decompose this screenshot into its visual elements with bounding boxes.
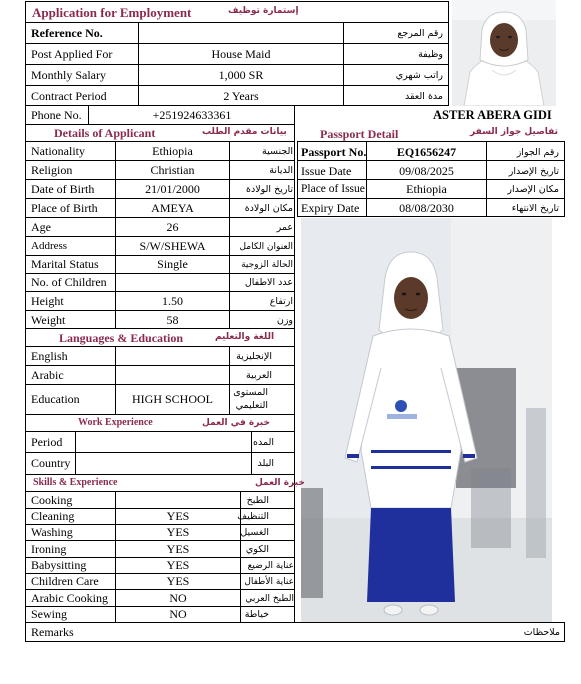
place-issue-value: Ethiopia [406,182,447,196]
skills-title-ar: خبرة العمل [255,478,305,488]
children-label: No. of Children [31,275,107,289]
issue-date-label: Issue Date [301,164,352,178]
details-title-en: Details of Applicant [54,126,156,140]
issue-date-value: 09/08/2025 [399,164,454,178]
languages-title-en: Languages & Education [59,331,184,345]
salary-label: Monthly Salary [31,68,106,82]
education-label-ar: المستوى التعليمي [233,387,268,411]
expiry-label: Expiry Date [301,201,360,215]
skill-cooking-label: Cooking [31,493,73,507]
skill-ironing-label-ar: الكوي [245,544,269,555]
weight-label: Weight [31,313,66,327]
education-label: Education [31,392,80,406]
skill-ironing-value: YES [166,542,190,556]
skill-babysitting-label-ar: عناية الرضيع [247,561,294,571]
age-label: Age [31,220,51,234]
dob-value: 21/01/2000 [145,182,200,196]
phone-label: Phone No. [31,108,82,122]
passport-title-en: Passport Detail [320,127,399,141]
work-title-ar: خبرة في العمل [202,418,270,428]
place-issue-label-ar: مكان الإصدار [507,184,559,195]
post-label-ar: وظيفة [418,49,443,60]
skill-childcare-label-ar: عناية الأطفال [244,577,294,587]
children-label-ar: عدد الاطفال [244,277,293,288]
address-label-ar: العنوان الكامل [239,242,293,252]
age-label-ar: عمر [276,222,293,233]
passport-no-label: Passport No. [301,145,367,159]
expiry-value: 08/08/2030 [399,201,454,215]
title-ar: إستمارة توظيف [228,6,299,16]
period-label: Period [31,435,63,449]
skill-arabic-cooking-value: NO [169,591,187,605]
nationality-value: Ethiopia [152,144,193,158]
remarks-label: Remarks [31,625,74,639]
expiry-label-ar: تاريخ الانتهاء [511,203,559,214]
skill-childcare-value: YES [166,574,190,588]
weight-label-ar: وزن [276,315,293,326]
marital-label-ar: الحالة الزوجية [241,260,293,270]
english-label-ar: الإنجليزية [236,351,272,362]
applicant-name: ASTER ABERA GIDI [433,108,552,122]
passport-title-ar: تفاصيل جواز السفر [470,127,559,137]
country-label-ar: البلد [257,458,274,469]
skills-title-en: Skills & Experience [33,477,118,488]
reference-label: Reference No. [31,26,103,40]
height-label-ar: ارتفاع [269,296,293,307]
phone-value: +251924633361 [152,108,232,122]
contract-label-ar: مدة العقد [405,91,443,102]
height-label: Height [31,294,64,308]
religion-value: Christian [150,163,195,177]
salary-value: 1,000 SR [218,68,264,82]
place-issue-label: Place of Issue [301,183,365,195]
address-value: S/W/SHEWA [139,239,206,253]
salary-label-ar: راتب شهري [395,70,443,81]
skill-babysitting-value: YES [166,558,190,572]
dob-label-ar: تاريخ الولادة [246,184,293,195]
marital-value: Single [157,257,188,271]
skill-washing-label: Washing [31,525,73,539]
issue-date-label-ar: تاريخ الإصدار [508,166,559,177]
title-en: Application for Employment [32,5,192,20]
portrait-photo [452,0,556,106]
full-body-photo [301,218,552,622]
skill-ironing-label: Ironing [31,542,67,556]
skill-cleaning-label: Cleaning [31,509,75,523]
english-label: English [31,349,68,363]
contract-label: Contract Period [31,89,107,103]
pob-label: Place of Birth [31,201,98,215]
skill-sewing-label: Sewing [31,607,67,621]
marital-label: Marital Status [31,257,99,271]
religion-label: Religion [31,163,73,177]
skill-cleaning-value: YES [166,509,190,523]
dob-label: Date of Birth [31,182,95,196]
passport-no-label-ar: رقم الجواز [516,147,559,158]
contract-value: 2 Years [223,89,259,103]
skill-arabic-cooking-label: Arabic Cooking [31,591,108,605]
nationality-label-ar: الجنسية [262,146,293,157]
remarks-label-ar: ملاحظات [523,627,560,638]
skill-washing-value: YES [166,525,190,539]
religion-label-ar: الديانة [269,165,293,176]
work-title-en: Work Experience [78,417,153,428]
details-title-ar: بيانات مقدم الطلب [202,127,287,137]
age-value: 26 [166,220,179,234]
skill-sewing-label-ar: خياطة [244,609,269,620]
skill-cooking-label-ar: الطبخ [246,495,269,506]
weight-value: 58 [166,313,179,327]
nationality-label: Nationality [31,144,85,158]
skill-sewing-value: NO [169,607,187,621]
reference-label-ar: رقم المرجع [397,28,443,39]
skill-babysitting-label: Babysitting [31,558,87,572]
skill-arabic-cooking-label-ar: الطبخ العربي [245,594,294,604]
address-label: Address [31,240,68,252]
period-label-ar: المده [253,437,274,448]
arabic-label-ar: العربية [246,370,272,381]
arabic-label: Arabic [31,368,64,382]
country-label: Country [31,456,71,470]
education-value: HIGH SCHOOL [132,392,213,406]
post-value: House Maid [211,47,271,61]
skill-washing-label-ar: الغسيل [240,527,269,538]
pob-label-ar: مكان الولادة [244,203,293,214]
pob-value: AMEYA [151,201,194,215]
languages-title-ar: اللغة والتعليم [215,332,275,342]
skill-childcare-label: Children Care [31,574,99,588]
passport-no-value: EQ1656247 [396,145,457,159]
skill-cleaning-label-ar: التنظيف [237,511,269,522]
post-label: Post Applied For [31,47,113,61]
height-value: 1.50 [162,294,183,308]
